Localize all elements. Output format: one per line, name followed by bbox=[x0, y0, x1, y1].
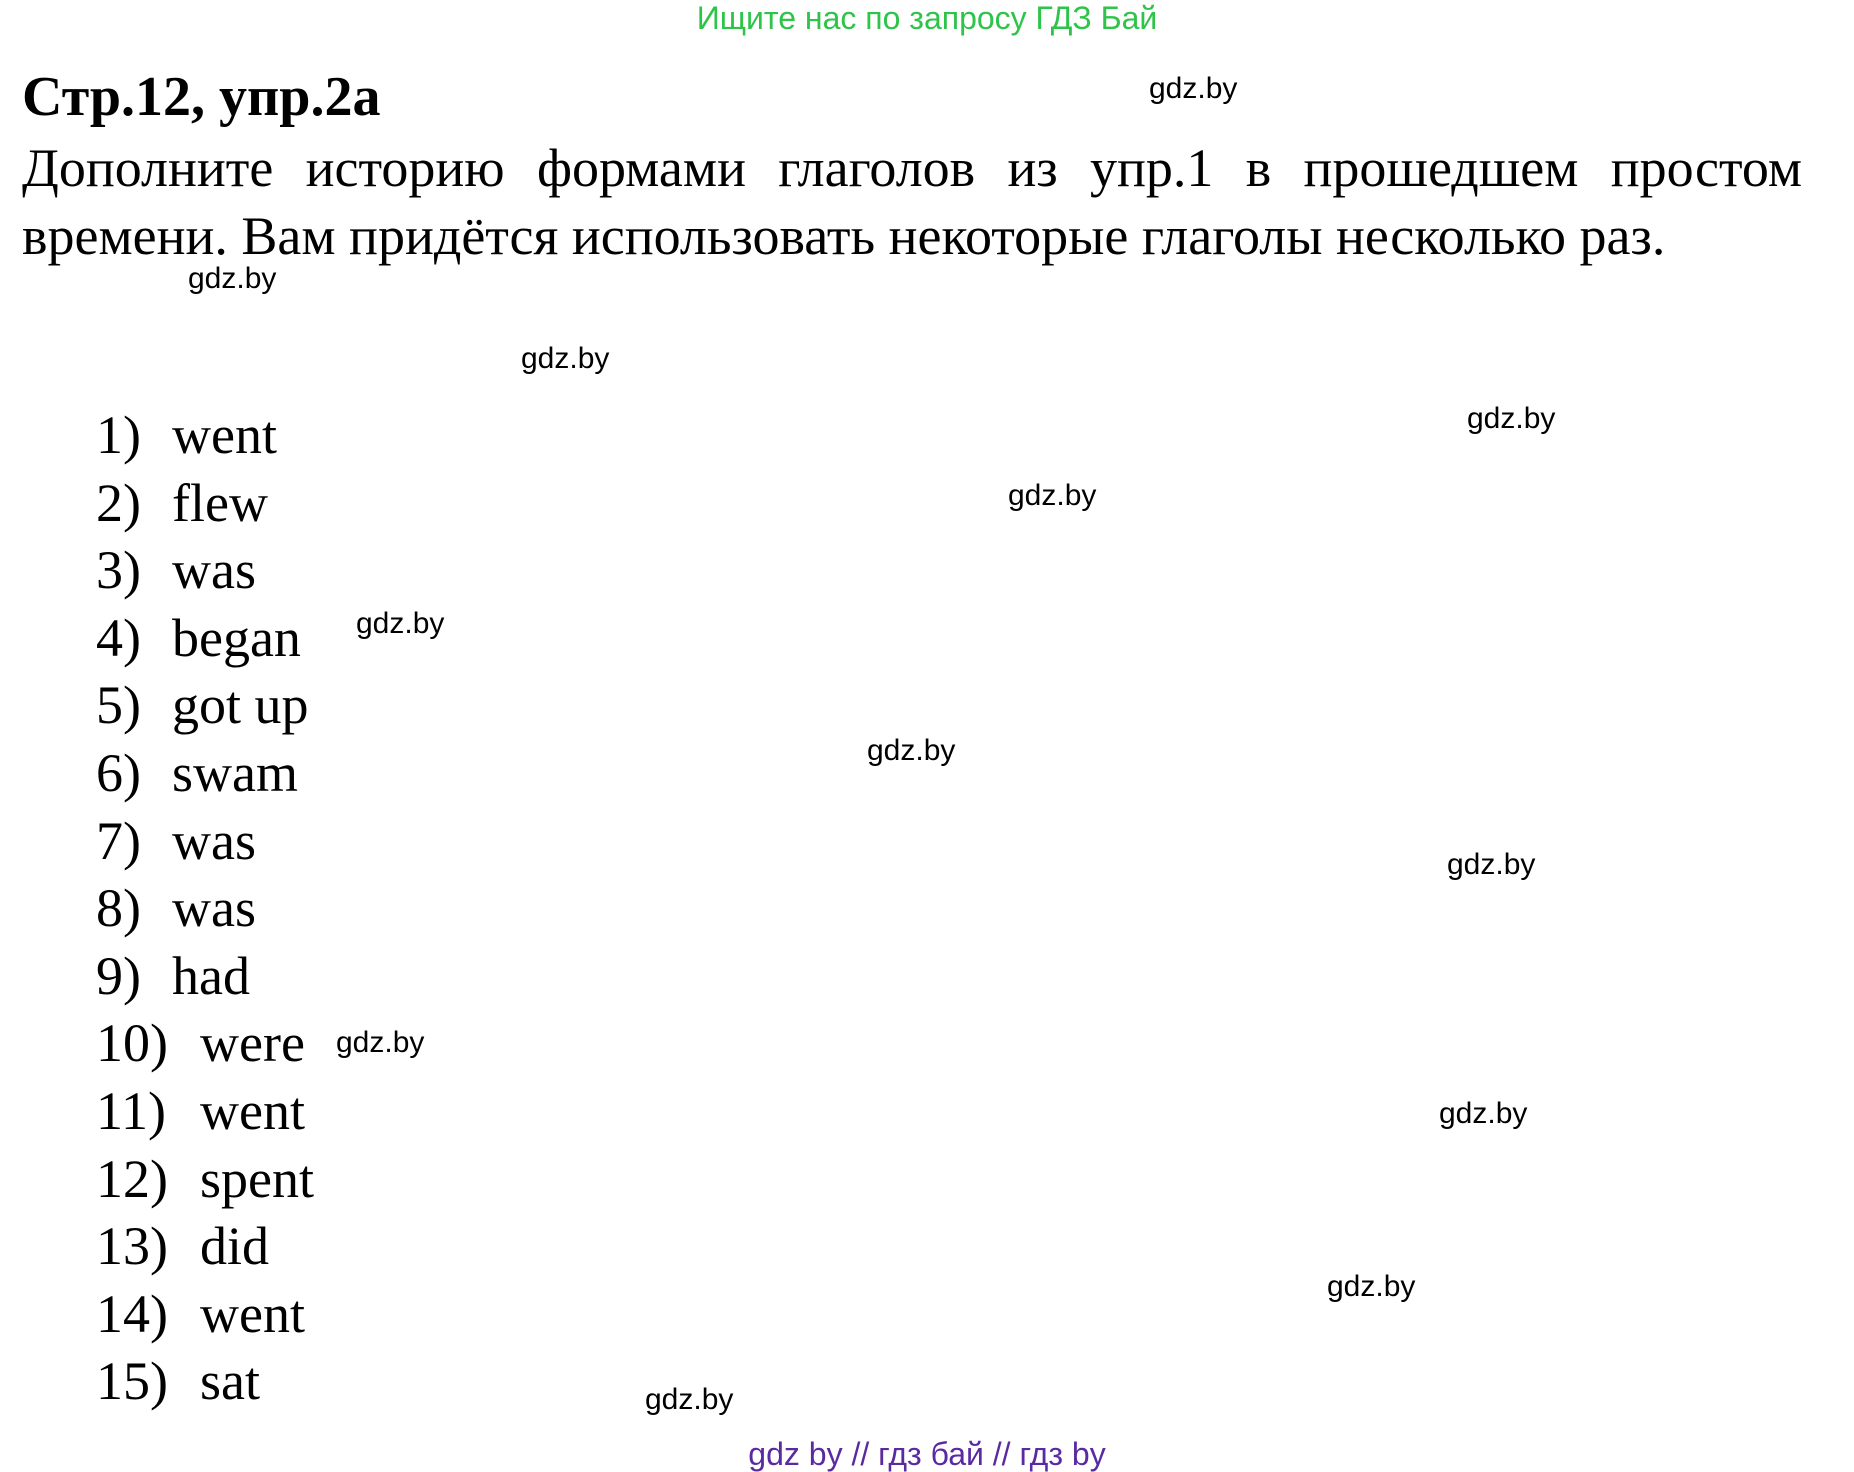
list-item bbox=[96, 1281, 314, 1349]
list-item bbox=[96, 402, 314, 470]
answer-list bbox=[96, 402, 314, 1416]
answer-number: 9) bbox=[96, 945, 141, 1006]
answer-number: 8) bbox=[96, 878, 141, 939]
answer-number: 10) bbox=[96, 1013, 168, 1074]
answer-word: flew bbox=[172, 472, 268, 533]
answer-number: 7) bbox=[96, 810, 141, 871]
watermark: gdz.by bbox=[336, 1026, 425, 1059]
list-item bbox=[96, 1078, 314, 1146]
answer-number: 6) bbox=[96, 742, 141, 803]
answer-number: 11) bbox=[96, 1080, 166, 1141]
answer-number: 12) bbox=[96, 1148, 168, 1209]
answer-word: did bbox=[200, 1216, 270, 1277]
answer-word: sat bbox=[200, 1351, 260, 1412]
answer-number: 4) bbox=[96, 607, 141, 668]
list-item bbox=[96, 740, 314, 808]
answer-word: went bbox=[200, 1080, 305, 1141]
watermark: gdz.by bbox=[188, 262, 277, 295]
list-item bbox=[96, 875, 314, 943]
answer-number: 2) bbox=[96, 472, 141, 533]
answer-word: went bbox=[200, 1283, 305, 1344]
watermark: gdz.by bbox=[867, 734, 956, 767]
watermark: gdz.by bbox=[1149, 72, 1238, 105]
watermark: gdz.by bbox=[356, 607, 445, 640]
answer-word: spent bbox=[200, 1148, 314, 1209]
watermark: gdz.by bbox=[1447, 848, 1536, 881]
watermark: gdz.by bbox=[645, 1383, 734, 1416]
answer-word: went bbox=[172, 405, 277, 465]
answer-word: began bbox=[172, 607, 301, 668]
list-item bbox=[96, 605, 314, 673]
answer-number: 3) bbox=[96, 540, 141, 601]
list-item bbox=[96, 1146, 314, 1214]
list-item bbox=[96, 537, 314, 605]
watermark: gdz.by bbox=[1008, 479, 1097, 512]
list-item bbox=[96, 943, 314, 1011]
watermark: gdz.by bbox=[1467, 402, 1556, 435]
list-item bbox=[96, 1348, 314, 1416]
answer-word: was bbox=[172, 810, 256, 871]
page-title: Стр.12, упр.2а bbox=[22, 66, 381, 128]
watermark: gdz.by bbox=[521, 342, 610, 375]
answer-word: got up bbox=[172, 675, 309, 736]
answer-number: 13) bbox=[96, 1216, 168, 1277]
watermark: gdz.by bbox=[1327, 1270, 1416, 1303]
answer-word: was bbox=[172, 878, 256, 939]
search-banner: Ищите нас по запросу ГДЗ Бай bbox=[696, 0, 1158, 36]
answer-word: swam bbox=[172, 742, 298, 803]
list-item bbox=[96, 470, 314, 538]
list-item bbox=[96, 672, 314, 740]
list-item bbox=[96, 808, 314, 876]
list-item bbox=[96, 1010, 314, 1078]
answer-word: was bbox=[172, 540, 256, 601]
answer-number: 14) bbox=[96, 1283, 168, 1344]
answer-number: 5) bbox=[96, 675, 141, 736]
answer-word: had bbox=[172, 945, 250, 1006]
footer-watermark: gdz by // гдз бай // гдз by bbox=[748, 1436, 1106, 1472]
answer-number: 15) bbox=[96, 1351, 168, 1412]
answer-word: were bbox=[200, 1013, 305, 1074]
list-item bbox=[96, 1213, 314, 1281]
answer-number: 1) bbox=[96, 405, 141, 465]
watermark: gdz.by bbox=[1439, 1097, 1528, 1130]
exercise-instruction: Дополните историю формами глаголов из упр.1 в прошедшем простом времени. Вам придётся использовать некоторые глаголы несколько раз. bbox=[22, 138, 1802, 266]
